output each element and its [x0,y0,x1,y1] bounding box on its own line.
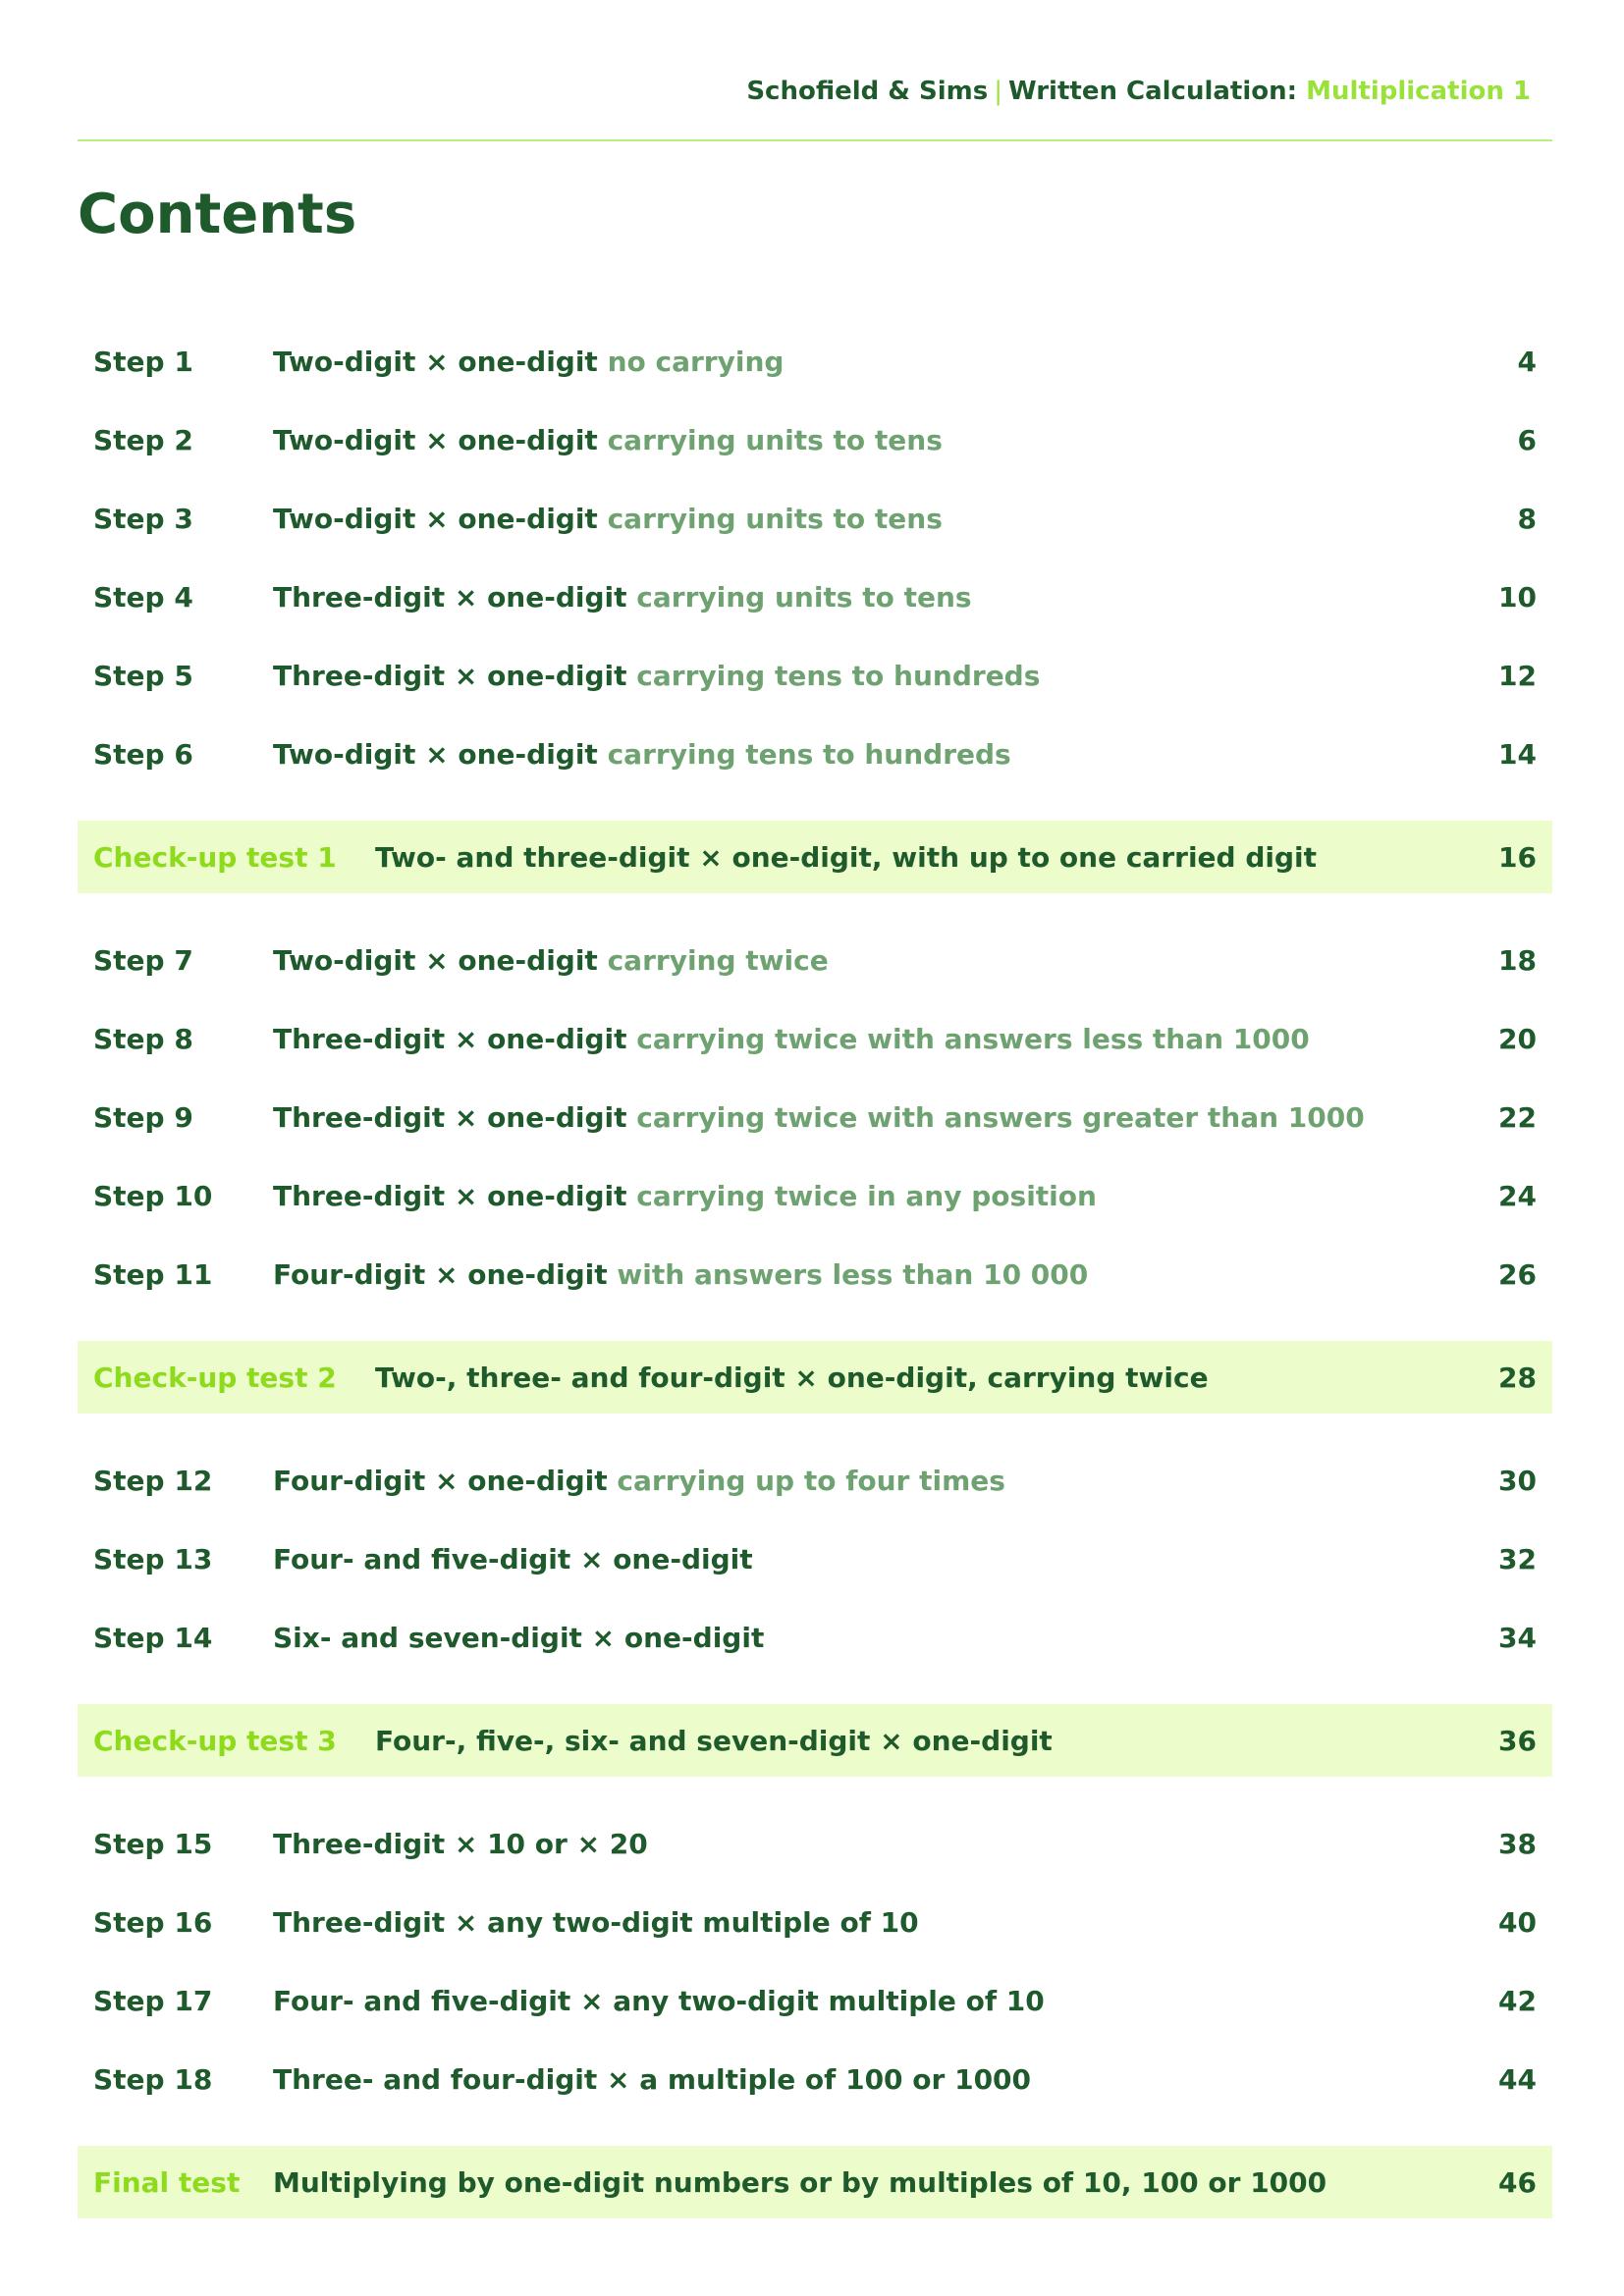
toc-label: Check-up test 3 [93,1724,337,1757]
toc-label: Step 15 [93,1827,213,1860]
book-topic: Multiplication 1 [1306,77,1531,106]
toc-main-text: Three-digit × one-digit [273,580,627,614]
toc-label: Step 4 [93,580,193,614]
toc-main-text: Three-digit × 10 or × 20 [273,1827,648,1860]
toc-label: Step 8 [93,1022,193,1055]
toc-row-step-2[interactable] [78,408,1552,471]
toc-page-number: 44 [1498,2062,1537,2096]
toc-label: Step 3 [93,502,193,535]
toc-main-text: Three-digit × one-digit [273,659,627,692]
toc-sub-text: carrying up to four times [617,1464,1005,1497]
toc-page-number: 26 [1498,1257,1537,1291]
toc-sub-text: carrying twice with answers greater than 1000 [636,1100,1365,1134]
toc-main-text: Four-digit × one-digit [273,1257,608,1291]
toc-label: Step 6 [93,737,193,771]
toc-sub-text: carrying twice in any position [636,1179,1097,1212]
header-rule [78,139,1552,141]
toc-main-text: Three-digit × one-digit [273,1179,627,1212]
toc-main-text: Two-digit × one-digit [273,502,598,535]
toc-row-step-9[interactable] [78,1086,1552,1148]
toc-page-number: 34 [1498,1621,1537,1654]
toc-row-step-11[interactable] [78,1243,1552,1306]
toc-sub-text: carrying tens to hundreds [607,737,1011,771]
toc-main-text: Two-digit × one-digit [273,737,598,771]
toc-page-number: 14 [1498,737,1537,771]
toc-main-text: Three-digit × any two-digit multiple of 10 [273,1905,919,1939]
toc-row-step-10[interactable] [78,1164,1552,1227]
toc-row-step-13[interactable] [78,1527,1552,1590]
toc-row-step-7[interactable] [78,929,1552,991]
toc-description [273,1985,1045,2017]
toc-sub-text: carrying twice [607,943,829,977]
toc-description [273,660,1040,692]
toc-sub-text: carrying units to tens [607,502,943,535]
toc-description [273,424,943,456]
toc-description [273,1906,919,1939]
toc-label: Step 18 [93,2062,213,2096]
toc-label: Step 11 [93,1257,213,1291]
toc-label: Check-up test 2 [93,1361,337,1394]
toc-sub-text: carrying units to tens [636,580,972,614]
toc-page-number: 22 [1498,1100,1537,1134]
toc-main-text: Two-digit × one-digit [273,345,598,378]
toc-label: Step 1 [93,345,193,378]
toc-page-number: 6 [1517,423,1537,456]
toc-label: Step 7 [93,943,193,977]
toc-main-text: Four- and five-digit × any two-digit multiple of 10 [273,1984,1045,2017]
toc-row-step-8[interactable] [78,1007,1552,1070]
toc-page-number: 12 [1498,659,1537,692]
toc-description [273,1465,1005,1497]
toc-label: Check-up test 1 [93,840,337,874]
toc-description [273,1258,1088,1291]
toc-description [273,944,829,977]
toc-description: Two-, three- and four-digit × one-digit, carrying twice [375,1361,1209,1394]
toc-row-check-up-test-3[interactable] [78,1704,1552,1777]
toc-sub-text: carrying units to tens [607,423,943,456]
toc-row-step-16[interactable] [78,1891,1552,1953]
toc-row-step-5[interactable] [78,644,1552,707]
page-title: Contents [78,183,357,246]
toc-description: Four-, five-, six- and seven-digit × one-digit [375,1724,1053,1757]
toc-page-number: 46 [1498,2165,1537,2199]
toc-description: Multiplying by one-digit numbers or by multiples of 10, 100 or 1000 [273,2165,1327,2199]
toc-label: Step 2 [93,423,193,456]
toc-description [273,346,784,378]
toc-row-step-15[interactable] [78,1812,1552,1875]
toc-main-text: Two-digit × one-digit [273,943,598,977]
toc-page-number: 8 [1517,502,1537,535]
toc-row-step-6[interactable] [78,722,1552,785]
toc-description [273,1180,1097,1212]
toc-description [273,581,972,614]
series-name: Written Calculation: [1008,77,1298,106]
toc-label: Step 14 [93,1621,213,1654]
toc-sub-text: with answers less than 10 000 [617,1257,1089,1291]
toc-row-step-18[interactable] [78,2048,1552,2110]
toc-description [273,1543,753,1575]
toc-description [273,503,943,535]
toc-page-number: 42 [1498,1984,1537,2017]
toc-page-number: 24 [1498,1179,1537,1212]
toc-label: Step 17 [93,1984,213,2017]
toc-main-text: Three-digit × one-digit [273,1022,627,1055]
toc-page-number: 10 [1498,580,1537,614]
toc-description [273,738,1011,771]
toc-page-number: 32 [1498,1542,1537,1575]
running-header [746,77,1531,106]
toc-row-step-17[interactable] [78,1969,1552,2032]
toc-page-number: 18 [1498,943,1537,977]
toc-description [273,1101,1365,1134]
toc-main-text: Three- and four-digit × a multiple of 100 or 1000 [273,2062,1032,2096]
toc-main-text: Four-digit × one-digit [273,1464,608,1497]
header-separator: | [994,77,1002,106]
toc-sub-text: carrying twice with answers less than 1000 [636,1022,1310,1055]
toc-page-number: 28 [1498,1361,1537,1394]
toc-label: Step 13 [93,1542,213,1575]
toc-description [273,1622,764,1654]
toc-row-step-4[interactable] [78,565,1552,628]
toc-page-number: 4 [1517,345,1537,378]
toc-row-step-14[interactable] [78,1606,1552,1669]
toc-row-check-up-test-2[interactable] [78,1341,1552,1414]
toc-sub-text: carrying tens to hundreds [636,659,1041,692]
toc-page-number: 16 [1498,840,1537,874]
toc-main-text: Four- and five-digit × one-digit [273,1542,753,1575]
toc-label: Step 16 [93,1905,213,1939]
toc-row-final-test[interactable] [78,2146,1552,2218]
toc-label: Final test [93,2165,241,2199]
toc-label: Step 9 [93,1100,193,1134]
toc-row-step-1[interactable] [78,330,1552,393]
toc-main-text: Six- and seven-digit × one-digit [273,1621,765,1654]
toc-main-text: Two-digit × one-digit [273,423,598,456]
toc-row-check-up-test-1[interactable] [78,821,1552,893]
toc-page-number: 38 [1498,1827,1537,1860]
toc-label: Step 10 [93,1179,213,1212]
toc-page-number: 20 [1498,1022,1537,1055]
toc-row-step-12[interactable] [78,1449,1552,1512]
toc-page-number: 40 [1498,1905,1537,1939]
toc-description [273,1828,648,1860]
toc-sub-text: no carrying [607,345,785,378]
toc-label: Step 5 [93,659,193,692]
toc-description [273,1023,1310,1055]
toc-label: Step 12 [93,1464,213,1497]
toc-page-number: 36 [1498,1724,1537,1757]
toc-main-text: Three-digit × one-digit [273,1100,627,1134]
toc-description: Two- and three-digit × one-digit, with up to one carried digit [375,840,1317,874]
toc-row-step-3[interactable] [78,487,1552,550]
toc-page-number: 30 [1498,1464,1537,1497]
toc-description [273,2063,1031,2096]
publisher-name: Schofield & Sims [746,77,989,106]
